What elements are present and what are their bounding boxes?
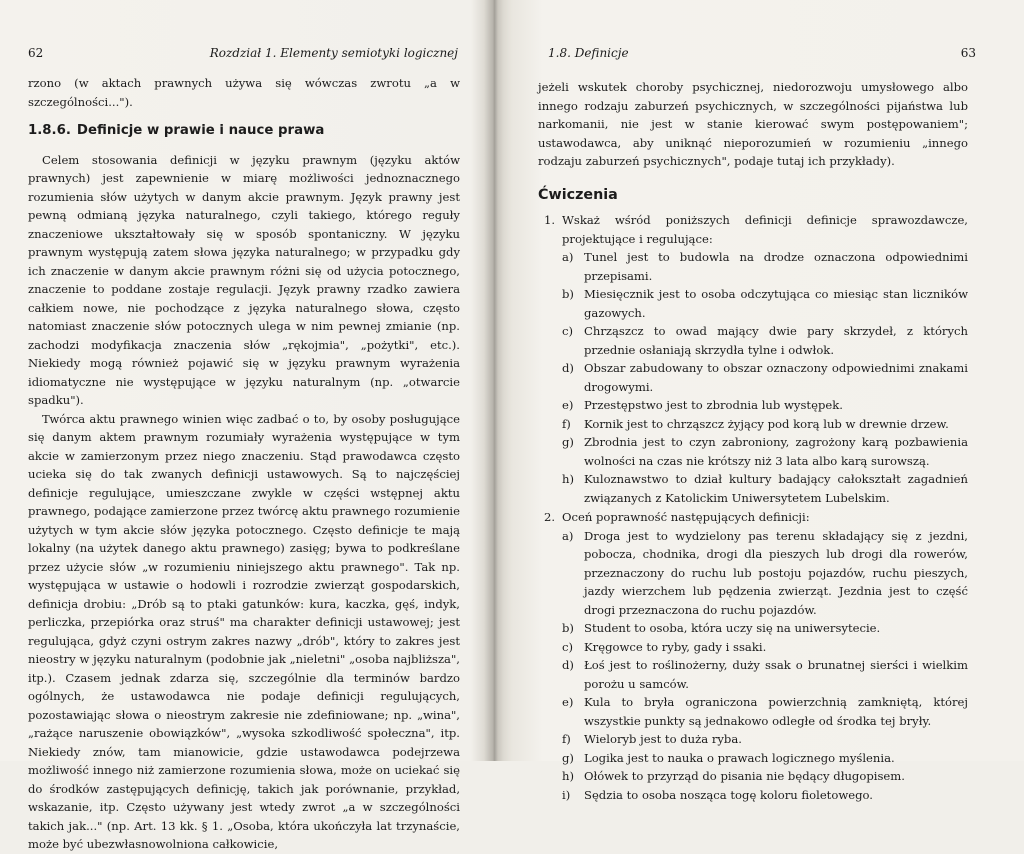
continued-paragraph: jeżeli wskutek choroby psychicznej, niedorozwoju umysłowego albo innego rodzaju zaburzeń psychicznych, w szczególności pijaństwa lub narkomanii, nie jest w stanie kierować swym postępowaniem"; ustawodawca, aby uniknąć nieporozumień w rozumieniu „innego rodzaju zaburzeń psychicznych", podaje tutaj ich przykłady). xyxy=(538,80,968,168)
item-letter: i) xyxy=(562,787,571,802)
item-letter: g) xyxy=(562,750,574,765)
exercise-intro: Oceń poprawność następujących definicji: xyxy=(562,510,810,524)
left-page-body xyxy=(28,74,460,854)
item-letter: a) xyxy=(562,528,574,543)
item-text: Zbrodnia jest to czyn zabroniony, zagrożony karą pozbawienia wolności na czas nie krótszy niż 3 lata albo karą surowszą. xyxy=(584,435,968,468)
item-letter: d) xyxy=(562,658,574,672)
exercises-list xyxy=(538,211,968,804)
item-text: Tunel jest to budowla na drodze oznaczona odpowiednimi przepisami. xyxy=(584,250,968,283)
exercise-number: 1. xyxy=(544,213,556,227)
exercise xyxy=(538,508,968,804)
item-letter: f) xyxy=(562,732,571,746)
running-title: 1.8. Definicje xyxy=(548,46,629,60)
exercise-item xyxy=(562,656,968,693)
item-letter: a) xyxy=(562,250,574,264)
exercise-item xyxy=(562,433,968,470)
right-page xyxy=(526,0,976,802)
exercise-item xyxy=(562,415,968,434)
exercise-item xyxy=(562,693,968,730)
item-text: Student to osoba, która uczy się na uniwersytecie. xyxy=(584,621,881,635)
item-text: Miesięcznik jest to osoba odczytująca co miesiąc stan liczników gazowych. xyxy=(584,287,968,320)
exercise-item xyxy=(562,248,968,285)
item-text: Łoś jest to roślinożerny, duży ssak o brunatnej sierści i wielkim porożu u samców. xyxy=(584,658,968,691)
item-letter: b) xyxy=(562,287,574,301)
continued-paragraph: rzono (w aktach prawnych używa się wówczas zwrotu „a w szczególności..."). xyxy=(28,76,460,109)
exercise-item xyxy=(562,285,968,322)
item-text: Wieloryb jest to duża ryba. xyxy=(584,732,742,746)
item-text: Kuloznawstwo to dział kultury badający całokształt zagadnień związanych z Katolickim Uniwersytetem Lubelskim. xyxy=(584,472,968,505)
item-text: Kręgowce to ryby, gady i ssaki. xyxy=(584,639,767,654)
item-letter: g) xyxy=(562,435,574,449)
exercise-item xyxy=(562,359,968,396)
item-letter: e) xyxy=(562,398,574,412)
item-letter: f) xyxy=(562,416,571,431)
body-paragraph: Twórca aktu prawnego winien więc zadbać o to, by osoby posługujące się danym aktem prawnym rozumiały wyrażenia występujące w tym akcie w zamierzonym przez niego znaczeniu. Stąd prawodawca często uciekа się do tak zwanych definicji ustawowych. Są to najczęściej definicje regulujące, umieszczane zwykle w części wstępnej aktu prawnego, podające zamierzone przez twórcę aktu prawnego rozumienie użytych w tym akcie słów języka potocznego. Często definicje te mają lokalny (na użytek danego aktu prawnego) zasięg; bywa to podkreślane przez użycie słów „w rozumieniu niniejszego aktu prawnego". Tak np. występująca w ustawie o hodowli i rozrodzie zwierząt gospodarskich, definicja drobiu: „Drób są to ptaki gatunków: kura, kaczka, gęś, indyk, perliczka, przepiórka oraz struś" ma charakter definicji ustawowej; jest regulująca, gdyż czyni ostrym zakres nazwy „drób", który to zakres jest nieostry w języku naturalnym (podobnie jak „nieletni" „osoba najbliższa", itp.). Czasem jednak zdarza się, szczególnie dla terminów bardzo ogólnych, że ustawodawca nie podaje definicji regulujących, pozostawiając słowa o nieostrym zakresie nie zdefiniowane; np. „wina", „rażące naruszenie obowiązków", „wysoka szkodliwość społeczna", itp. Niekiedy znów, tam mianowicie, gdzie ustawodawca podejrzewa możliwość innego niż zamierzone rozumienia słowa, może on uciekać się do środków zastępujących definicję, takich jak porównanie, przykład, wskazanie, itp. Często używany jest wtedy zwrot „a w szczególności takich jak..." (np. Art. 13 kk. § 1. „Osoba, która ukończyła lat trzynaście, może być ubezwłasnowolniona całkowicie, xyxy=(28,411,460,851)
item-letter: b) xyxy=(562,621,574,635)
exercise-item xyxy=(562,619,968,638)
item-letter: e) xyxy=(562,695,574,709)
exercise-item xyxy=(562,749,968,768)
right-page-body xyxy=(538,78,968,805)
section-number: 1.8.6. xyxy=(28,123,71,138)
body-paragraph: Celem stosowania definicji w języku prawnym (języku aktów prawnych) jest zapewnienie w miarę możliwości jednoznacznego rozumienia słów użytych w danym akcie prawnym. Język prawny jest pewną odmianą języka naturalnego, czyli takiego, którego reguły znaczeniowe ukształtowały się w sposób spontaniczny. W języku prawnym występują zatem słowa języka naturalnego; w przypadku gdy ich znaczenie w danym akcie prawnym różni się od użycia potocznego, znaczenie to poddane zostaje regulacji. Język prawny rzadko zawiera całkiem nowe, nie pochodzące z języka naturalnego słowa, często natomiast znaczenie słów potocznych ulega w nim pewnej zmianie (np. zachodzi modyfikacja znaczenia słów „rękojmia", „pożytki", etc.). Niekiedy mogą również pojawić się w języku prawnym wyrażenia idiomatyczne nie występujące w języku naturalnym (np. „otwarcie spadku"). xyxy=(28,152,460,407)
exercise-number: 2. xyxy=(544,510,556,524)
page-number: 63 xyxy=(960,46,976,60)
exercise-item xyxy=(562,322,968,359)
item-text: Kornik jest to chrząszcz żyjący pod korą lub w drewnie drzew. xyxy=(584,416,949,431)
item-text: Logika jest to nauka o prawach logicznego myślenia. xyxy=(584,750,895,765)
right-running-head xyxy=(536,46,976,62)
exercise-item xyxy=(562,786,968,805)
exercises-heading: Ćwiczenia xyxy=(538,186,618,203)
item-letter: h) xyxy=(562,472,574,486)
running-title: Rozdział 1. Elementy semiotyki logicznej xyxy=(209,46,458,60)
item-letter: c) xyxy=(562,324,574,338)
exercise-item xyxy=(562,638,968,657)
item-letter: c) xyxy=(562,639,574,654)
exercise-item xyxy=(562,527,968,620)
exercise-item xyxy=(562,470,968,507)
item-text: Sędzia to osoba nosząca togę koloru fioletowego. xyxy=(584,787,873,802)
left-running-head xyxy=(28,46,468,62)
item-letter: d) xyxy=(562,361,574,375)
section-title: Definicje w prawie i nauce prawa xyxy=(76,123,325,138)
item-text: Ołówek to przyrząd do pisania nie będący długopisem. xyxy=(584,769,905,783)
exercise-item xyxy=(562,396,968,415)
left-page xyxy=(18,0,468,851)
exercise-intro: Wskaż wśród poniższych definicji definicje sprawozdawcze, projektujące i regulujące: xyxy=(562,213,968,246)
item-letter: h) xyxy=(562,769,574,783)
item-text: Chrząszcz to owad mający dwie pary skrzydeł, z których przednie osłaniają skrzydła tylne i odwłok. xyxy=(584,324,968,357)
exercise-item xyxy=(562,767,968,786)
item-text: Droga jest to wydzielony pas terenu składający się z jezdni, pobocza, chodnika, drogi dla pieszych lub drogi dla rowerów, przeznaczony do ruchu lub postoju pojazdów, ruchu pieszych, jazdy wierzchem lub pędzenia zwierząt. Jezdnia jest to część drogi przeznaczona do ruchu pojazdów. xyxy=(584,528,968,617)
item-text: Obszar zabudowany to obszar oznaczony odpowiednimi znakami drogowymi. xyxy=(584,361,968,394)
item-text: Przestępstwo jest to zbrodnia lub występek. xyxy=(584,398,843,412)
page-number: 62 xyxy=(28,46,44,60)
exercise-items xyxy=(562,527,968,805)
item-text: Kula to bryła ograniczona powierzchnią zamkniętą, której wszystkie punkty są jednakowo odległe od środka tej bryły. xyxy=(584,695,968,728)
exercise-items xyxy=(562,248,968,507)
book-gutter xyxy=(484,0,504,761)
exercise xyxy=(538,211,968,507)
exercise-item xyxy=(562,730,968,749)
section-heading xyxy=(28,122,460,141)
